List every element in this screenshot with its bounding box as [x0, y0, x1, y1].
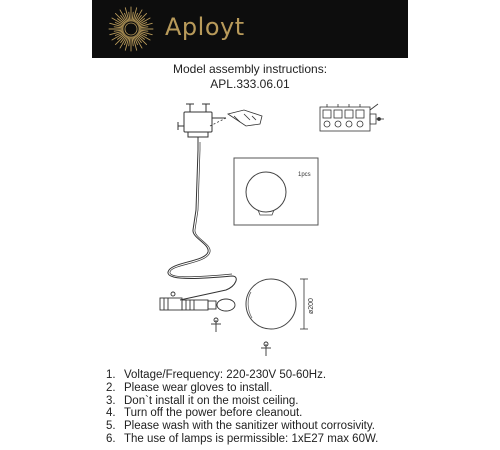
item-number: 5. [106, 420, 116, 433]
glass-globe-shade [246, 279, 296, 329]
model-code: APL.333.06.01 [210, 77, 290, 91]
item-number: 6. [106, 432, 116, 445]
item-number: 4. [106, 407, 116, 420]
dimension-line [300, 279, 308, 329]
instruction-item [106, 395, 378, 408]
brand-name: Aployt [165, 13, 245, 41]
instruction-item [106, 420, 378, 433]
item-number: 2. [106, 381, 116, 394]
item-text: The use of lamps is permissible: 1xE27 max 60W. [124, 432, 379, 445]
package-contents-box [234, 158, 318, 225]
item-text: Voltage/Frequency: 220-230V 50-60Hz. [124, 369, 327, 381]
instruction-item [106, 369, 378, 382]
terminal-block-diagram [320, 104, 384, 131]
instructions-list [106, 369, 378, 446]
lamp-socket-assembly [160, 292, 235, 311]
ceiling-canopy [178, 104, 226, 142]
item-text: Please wash with the sanitizer without corrosivity. [124, 420, 375, 433]
instruction-item [106, 407, 378, 420]
document-title: Model assembly instructions: [172, 62, 328, 76]
instruction-item [106, 382, 378, 395]
item-text: Don`t install it on the moist ceiling. [124, 394, 299, 407]
item-number: 3. [106, 394, 116, 407]
item-text: Turn off the power before cleanout. [124, 407, 303, 420]
instruction-item [106, 433, 378, 446]
item-text: Please wear gloves to install. [124, 381, 273, 394]
screw-icon [211, 318, 271, 356]
quantity-label: 1pcs [298, 172, 311, 178]
diameter-label: ø200 [308, 298, 315, 314]
item-number: 1. [106, 369, 116, 381]
